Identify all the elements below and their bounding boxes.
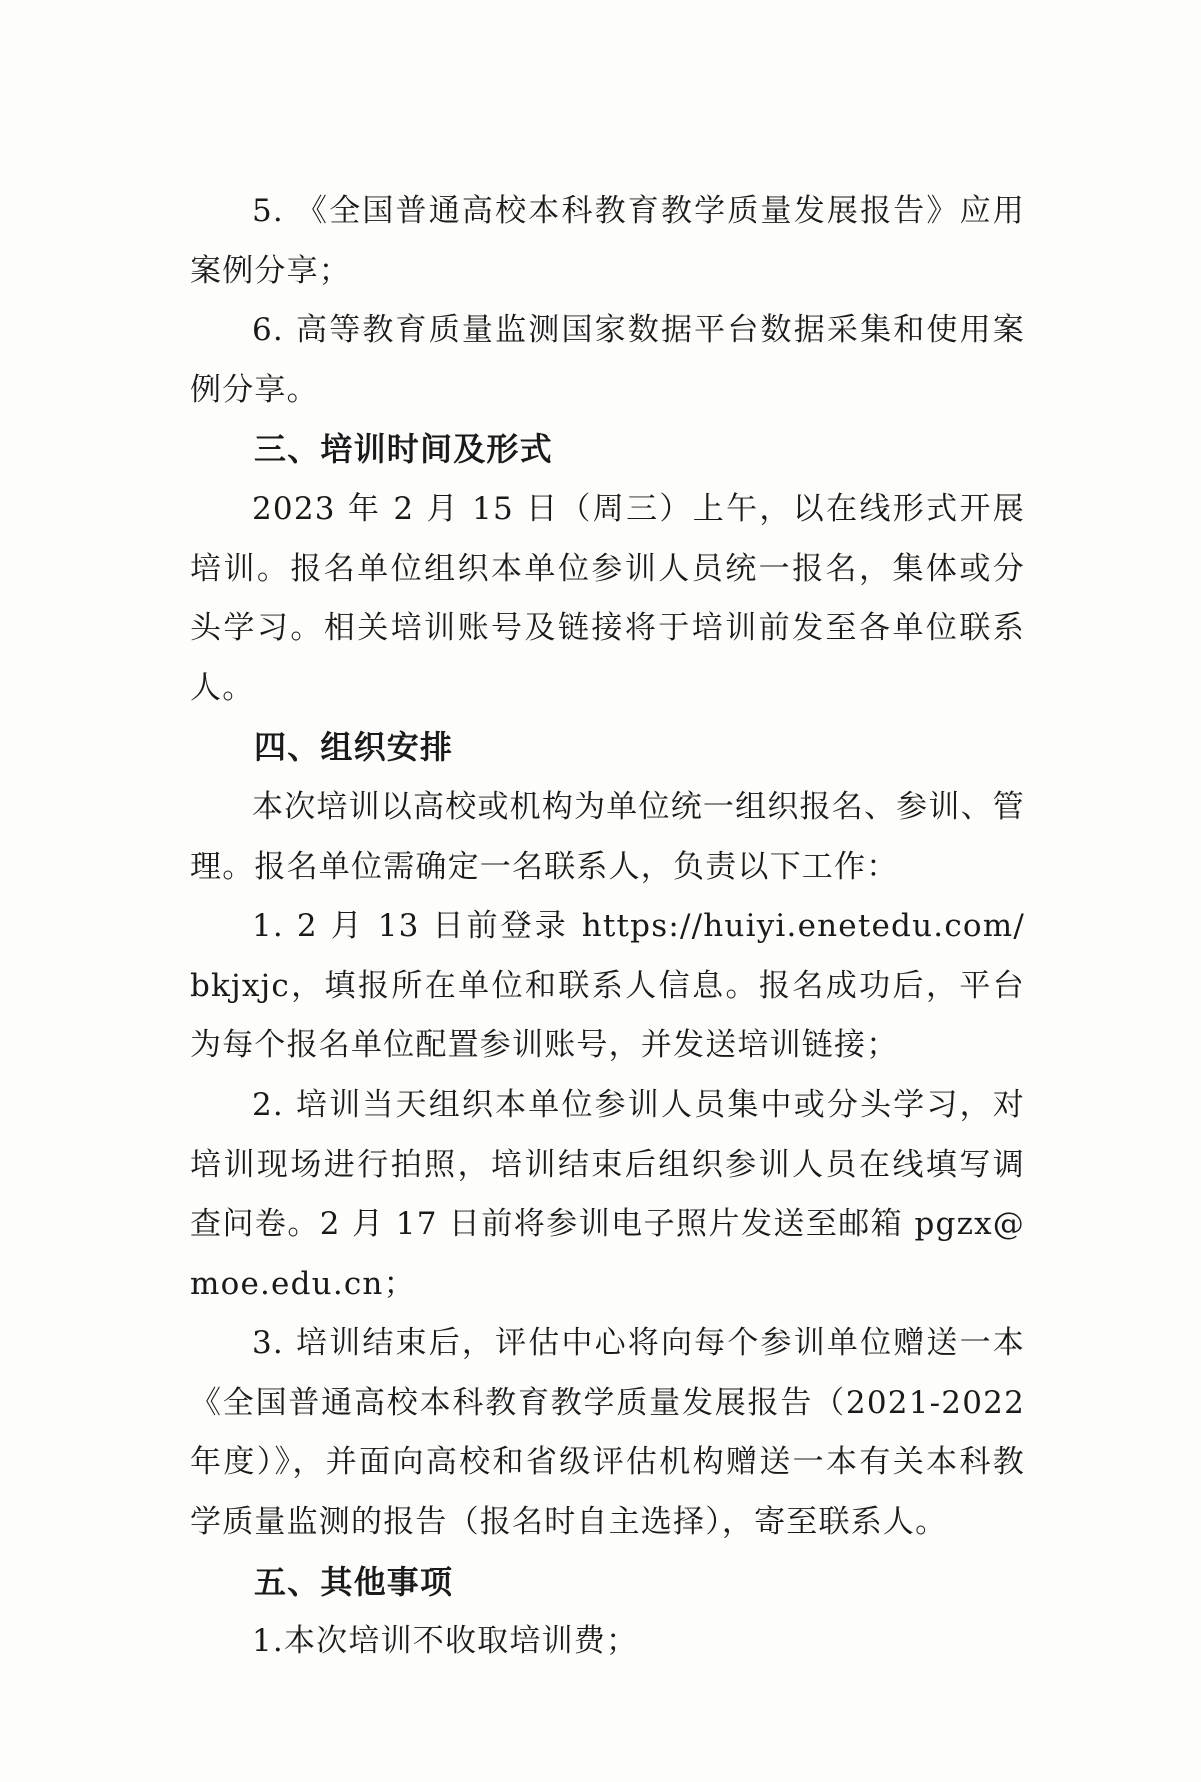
list-item-3: 3. 培训结束后，评估中心将向每个参训单位赠送一本《全国普通高校本科教育教学质量发展报告（2021-2022 年度）》，并面向高校和省级评估机构赠送一本有关本科教学质量监测的报告（报名时自主选择），寄至联系人。 — [190, 1325, 1025, 1541]
paragraph-item-6: 6. 高等教育质量监测国家数据平台数据采集和使用案例分享。 — [190, 312, 1025, 408]
list-item-2: 2. 培训当天组织本单位参训人员集中或分头学习，对培训现场进行拍照，培训结束后组织参训人员在线填写调查问卷。2 月 17 日前将参训电子照片发送至邮箱 pgzx@moe.edu.cn； — [190, 1086, 1025, 1302]
section-heading-organization: 四、组织安排 — [254, 728, 454, 767]
paragraph-organization: 本次培训以高校或机构为单位统一组织报名、参训、管理。报名单位需确定一名联系人，负责以下工作： — [190, 788, 1025, 885]
section-heading-other: 五、其他事项 — [254, 1562, 454, 1601]
paragraph-item-5: 5. 《全国普通高校本科教育教学质量发展报告》应用案例分享； — [190, 193, 1025, 289]
paragraph-training-time: 2023 年 2 月 15 日（周三）上午，以在线形式开展培训。报名单位组织本单位参训人员统一报名，集体或分头学习。相关培训账号及链接将于培训前发至各单位联系人。 — [190, 490, 1025, 706]
list-item-1: 1. 2 月 13 日前登录 https://huiyi.enetedu.com/bkjxjc，填报所在单位和联系人信息。报名成功后，平台为每个报名单位配置参训账号，并发送培训链接； — [190, 908, 1025, 1064]
section-heading-training-time: 三、培训时间及形式 — [254, 430, 553, 469]
document-body — [190, 182, 1025, 1672]
list-item-other-1: 1.本次培训不收取培训费； — [252, 1623, 639, 1660]
